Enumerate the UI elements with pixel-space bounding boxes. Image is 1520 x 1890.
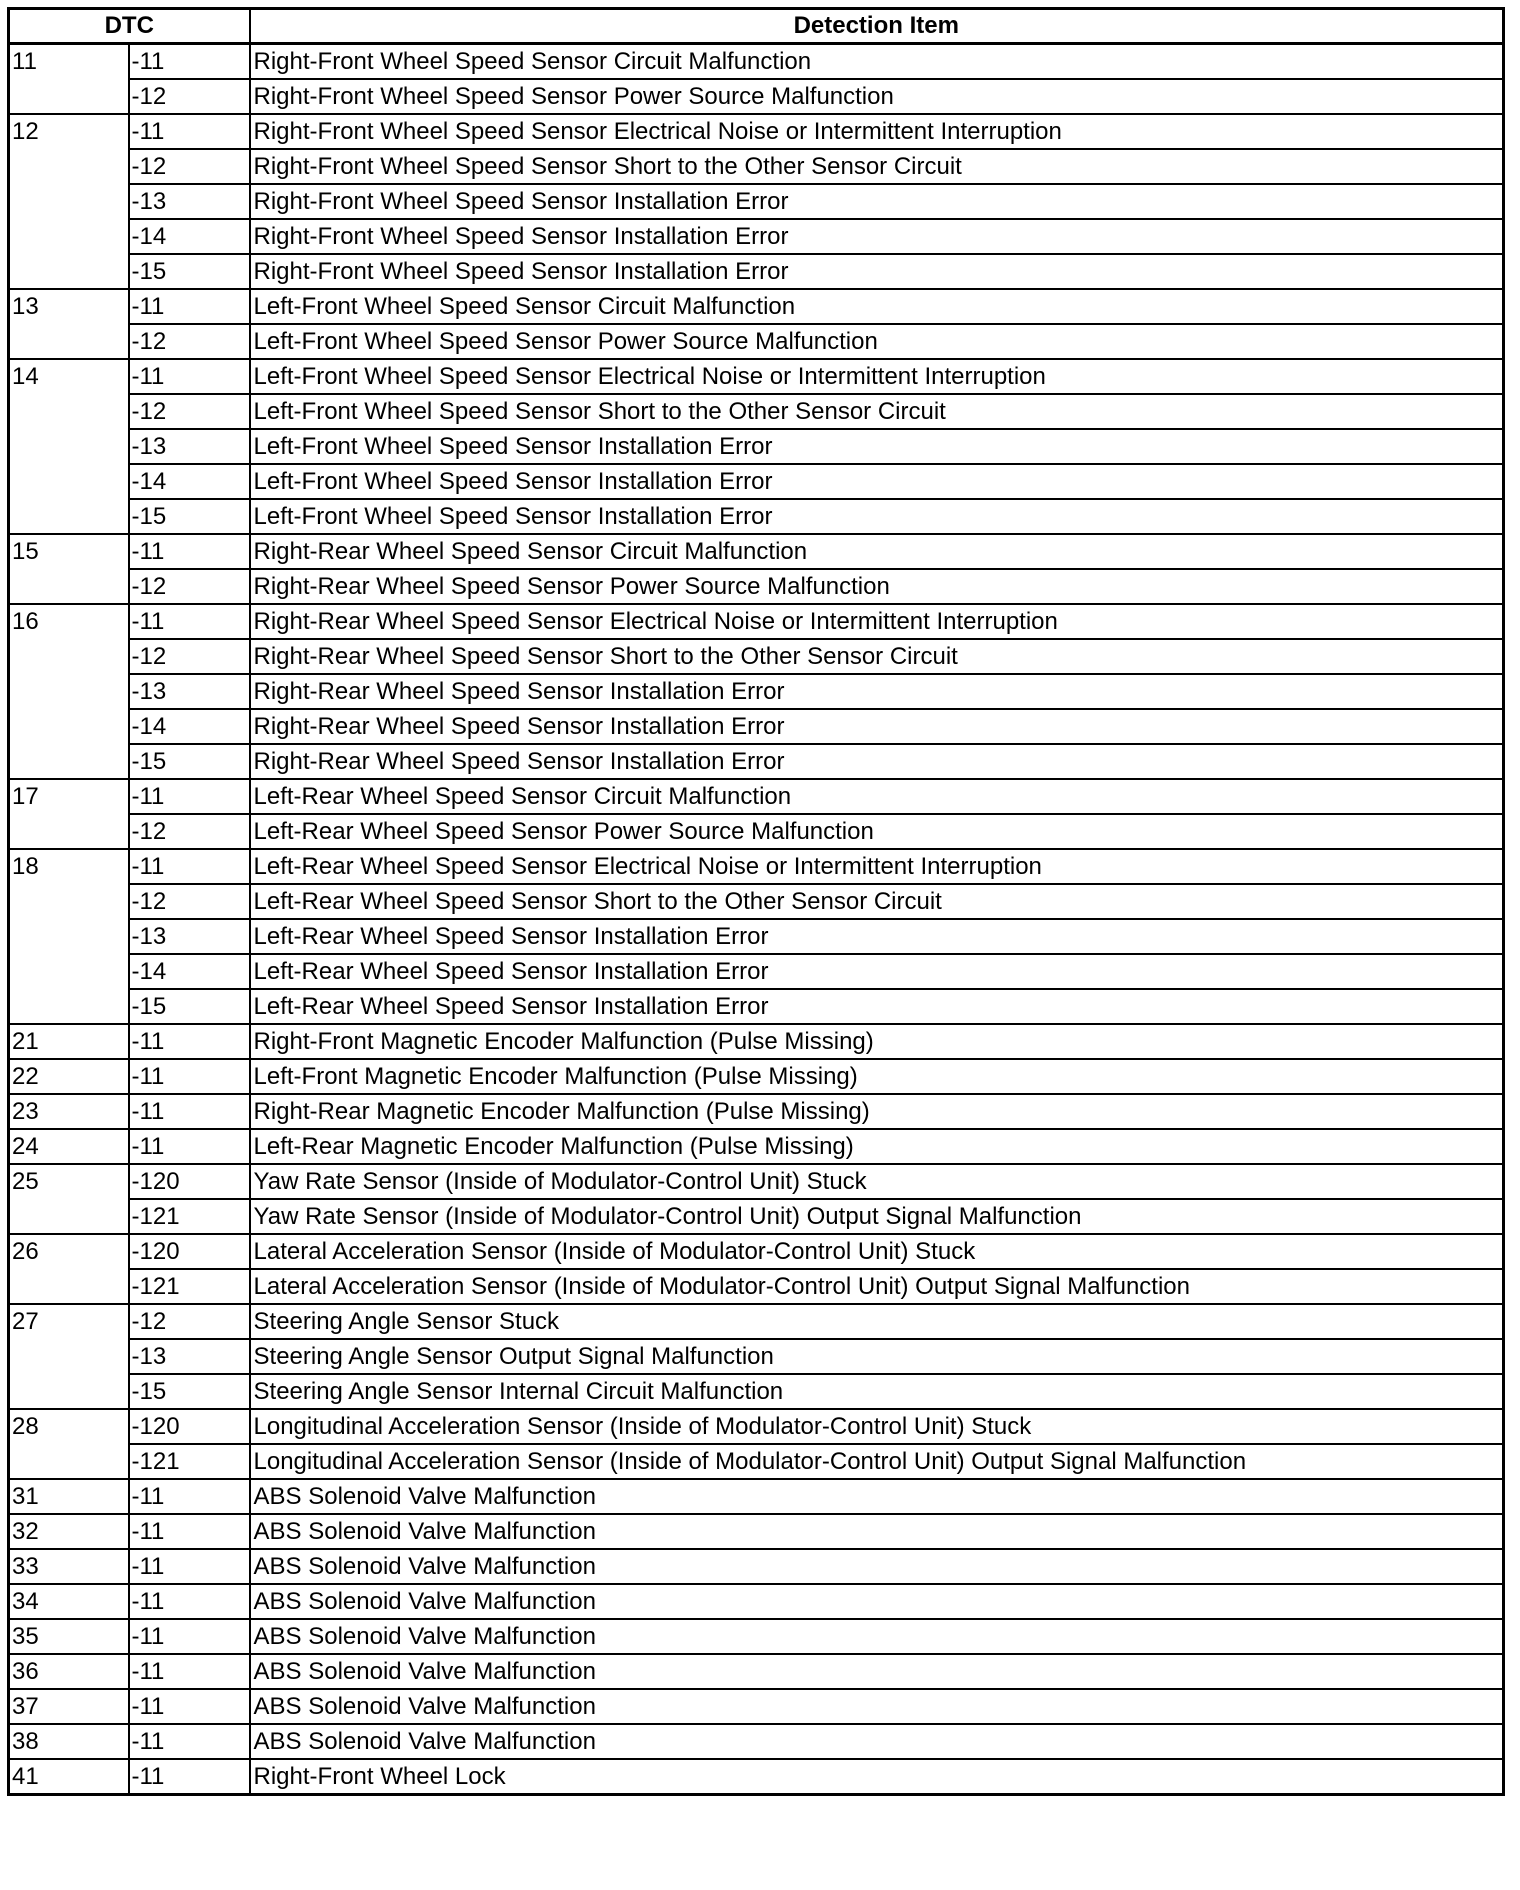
table-row	[9, 709, 1504, 744]
detection-item: Right-Rear Wheel Speed Sensor Circuit Malfunction	[250, 534, 1504, 569]
table-row	[9, 1759, 1504, 1795]
table-row	[9, 1479, 1504, 1514]
detection-item: Right-Rear Wheel Speed Sensor Power Source Malfunction	[250, 569, 1504, 604]
dtc-sub-code: -13	[129, 429, 250, 464]
detection-item: ABS Solenoid Valve Malfunction	[250, 1654, 1504, 1689]
dtc-sub-code: -14	[129, 464, 250, 499]
detection-item: Left-Rear Wheel Speed Sensor Electrical Noise or Intermittent Interruption	[250, 849, 1504, 884]
table-row	[9, 464, 1504, 499]
table-row	[9, 954, 1504, 989]
table-row	[9, 674, 1504, 709]
dtc-sub-code: -12	[129, 79, 250, 114]
dtc-sub-code: -14	[129, 709, 250, 744]
dtc-sub-code: -11	[129, 1479, 250, 1514]
detection-item: Right-Rear Magnetic Encoder Malfunction (Pulse Missing)	[250, 1094, 1504, 1129]
detection-item: Yaw Rate Sensor (Inside of Modulator-Control Unit) Stuck	[250, 1164, 1504, 1199]
detection-item: Left-Front Wheel Speed Sensor Circuit Malfunction	[250, 289, 1504, 324]
detection-item: Left-Rear Wheel Speed Sensor Power Source Malfunction	[250, 814, 1504, 849]
table-row	[9, 534, 1504, 569]
detection-item: Left-Front Magnetic Encoder Malfunction (Pulse Missing)	[250, 1059, 1504, 1094]
dtc-sub-code: -12	[129, 324, 250, 359]
table-row	[9, 1234, 1504, 1269]
table-row	[9, 79, 1504, 114]
dtc-main-code: 24	[9, 1129, 129, 1164]
table-row	[9, 114, 1504, 149]
detection-item: Left-Rear Magnetic Encoder Malfunction (Pulse Missing)	[250, 1129, 1504, 1164]
dtc-main-code: 21	[9, 1024, 129, 1059]
table-row	[9, 1304, 1504, 1339]
table-row	[9, 1374, 1504, 1409]
dtc-main-code: 36	[9, 1654, 129, 1689]
dtc-sub-code: -12	[129, 394, 250, 429]
detection-item: Right-Front Wheel Speed Sensor Installation Error	[250, 254, 1504, 289]
dtc-sub-code: -120	[129, 1234, 250, 1269]
table-row	[9, 359, 1504, 394]
dtc-sub-code: -11	[129, 1619, 250, 1654]
table-row	[9, 604, 1504, 639]
table-row	[9, 1164, 1504, 1199]
table-row	[9, 919, 1504, 954]
detection-item: Left-Front Wheel Speed Sensor Installation Error	[250, 499, 1504, 534]
detection-item: Right-Front Wheel Speed Sensor Short to the Other Sensor Circuit	[250, 149, 1504, 184]
dtc-sub-code: -12	[129, 149, 250, 184]
table-row	[9, 429, 1504, 464]
dtc-table	[7, 7, 1505, 1796]
detection-item: Left-Front Wheel Speed Sensor Installation Error	[250, 429, 1504, 464]
detection-item: ABS Solenoid Valve Malfunction	[250, 1479, 1504, 1514]
dtc-main-code: 41	[9, 1759, 129, 1795]
dtc-sub-code: -15	[129, 744, 250, 779]
dtc-sub-code: -11	[129, 1584, 250, 1619]
detection-item: Lateral Acceleration Sensor (Inside of Modulator-Control Unit) Output Signal Malfunction	[250, 1269, 1504, 1304]
table-row	[9, 1059, 1504, 1094]
dtc-main-code: 22	[9, 1059, 129, 1094]
dtc-sub-code: -11	[129, 1024, 250, 1059]
dtc-main-code: 31	[9, 1479, 129, 1514]
table-row	[9, 1024, 1504, 1059]
dtc-sub-code: -13	[129, 674, 250, 709]
dtc-sub-code: -12	[129, 639, 250, 674]
dtc-sub-code: -12	[129, 569, 250, 604]
table-row	[9, 44, 1504, 80]
dtc-sub-code: -11	[129, 604, 250, 639]
dtc-sub-code: -11	[129, 1724, 250, 1759]
dtc-main-code: 27	[9, 1304, 129, 1409]
detection-item: Right-Rear Wheel Speed Sensor Installation Error	[250, 744, 1504, 779]
dtc-main-code: 14	[9, 359, 129, 534]
dtc-sub-code: -13	[129, 184, 250, 219]
dtc-sub-code: -11	[129, 44, 250, 80]
detection-item: Left-Rear Wheel Speed Sensor Installation Error	[250, 919, 1504, 954]
dtc-sub-code: -121	[129, 1444, 250, 1479]
header-detection-item: Detection Item	[250, 9, 1504, 44]
header-row	[9, 9, 1504, 44]
dtc-main-code: 35	[9, 1619, 129, 1654]
detection-item: ABS Solenoid Valve Malfunction	[250, 1584, 1504, 1619]
dtc-sub-code: -15	[129, 1374, 250, 1409]
dtc-main-code: 11	[9, 44, 129, 115]
table-row	[9, 1619, 1504, 1654]
dtc-sub-code: -14	[129, 219, 250, 254]
table-row	[9, 814, 1504, 849]
table-row	[9, 289, 1504, 324]
table-row	[9, 779, 1504, 814]
detection-item: Right-Front Magnetic Encoder Malfunction (Pulse Missing)	[250, 1024, 1504, 1059]
dtc-sub-code: -11	[129, 534, 250, 569]
detection-item: Yaw Rate Sensor (Inside of Modulator-Control Unit) Output Signal Malfunction	[250, 1199, 1504, 1234]
table-row	[9, 254, 1504, 289]
detection-item: Right-Front Wheel Speed Sensor Circuit Malfunction	[250, 44, 1504, 80]
table-row	[9, 499, 1504, 534]
dtc-sub-code: -121	[129, 1269, 250, 1304]
table-row	[9, 1339, 1504, 1374]
dtc-sub-code: -121	[129, 1199, 250, 1234]
dtc-sub-code: -120	[129, 1409, 250, 1444]
dtc-main-code: 25	[9, 1164, 129, 1234]
dtc-sub-code: -13	[129, 919, 250, 954]
dtc-sub-code: -11	[129, 1549, 250, 1584]
dtc-sub-code: -12	[129, 884, 250, 919]
table-row	[9, 744, 1504, 779]
table-row	[9, 884, 1504, 919]
dtc-sub-code: -11	[129, 289, 250, 324]
dtc-main-code: 34	[9, 1584, 129, 1619]
table-header	[9, 9, 1504, 44]
dtc-main-code: 17	[9, 779, 129, 849]
detection-item: Right-Front Wheel Speed Sensor Installation Error	[250, 184, 1504, 219]
table-row	[9, 1444, 1504, 1479]
table-row	[9, 849, 1504, 884]
dtc-sub-code: -11	[129, 359, 250, 394]
table-row	[9, 149, 1504, 184]
detection-item: Steering Angle Sensor Stuck	[250, 1304, 1504, 1339]
table-row	[9, 1724, 1504, 1759]
detection-item: Right-Rear Wheel Speed Sensor Installation Error	[250, 674, 1504, 709]
detection-item: Left-Rear Wheel Speed Sensor Installation Error	[250, 954, 1504, 989]
detection-item: ABS Solenoid Valve Malfunction	[250, 1619, 1504, 1654]
dtc-main-code: 18	[9, 849, 129, 1024]
dtc-main-code: 16	[9, 604, 129, 779]
table-row	[9, 1129, 1504, 1164]
detection-item: Right-Front Wheel Lock	[250, 1759, 1504, 1795]
table-row	[9, 1199, 1504, 1234]
dtc-sub-code: -11	[129, 779, 250, 814]
dtc-sub-code: -12	[129, 1304, 250, 1339]
table-row	[9, 989, 1504, 1024]
detection-item: ABS Solenoid Valve Malfunction	[250, 1689, 1504, 1724]
dtc-sub-code: -15	[129, 989, 250, 1024]
table-row	[9, 1549, 1504, 1584]
detection-item: Left-Rear Wheel Speed Sensor Installation Error	[250, 989, 1504, 1024]
dtc-main-code: 23	[9, 1094, 129, 1129]
dtc-sub-code: -11	[129, 1514, 250, 1549]
detection-item: Right-Front Wheel Speed Sensor Power Source Malfunction	[250, 79, 1504, 114]
dtc-main-code: 28	[9, 1409, 129, 1479]
detection-item: Left-Front Wheel Speed Sensor Power Source Malfunction	[250, 324, 1504, 359]
dtc-sub-code: -120	[129, 1164, 250, 1199]
dtc-sub-code: -11	[129, 849, 250, 884]
table-row	[9, 569, 1504, 604]
table-row	[9, 1094, 1504, 1129]
dtc-sub-code: -11	[129, 1129, 250, 1164]
dtc-sub-code: -13	[129, 1339, 250, 1374]
detection-item: Right-Rear Wheel Speed Sensor Short to the Other Sensor Circuit	[250, 639, 1504, 674]
detection-item: Left-Front Wheel Speed Sensor Installation Error	[250, 464, 1504, 499]
table-row	[9, 1269, 1504, 1304]
dtc-main-code: 15	[9, 534, 129, 604]
detection-item: Steering Angle Sensor Output Signal Malfunction	[250, 1339, 1504, 1374]
dtc-sub-code: -12	[129, 814, 250, 849]
detection-item: Right-Rear Wheel Speed Sensor Installation Error	[250, 709, 1504, 744]
dtc-sub-code: -11	[129, 1094, 250, 1129]
detection-item: Right-Front Wheel Speed Sensor Electrical Noise or Intermittent Interruption	[250, 114, 1504, 149]
dtc-sub-code: -11	[129, 1654, 250, 1689]
detection-item: Longitudinal Acceleration Sensor (Inside of Modulator-Control Unit) Stuck	[250, 1409, 1504, 1444]
table-body	[9, 44, 1504, 1795]
detection-item: Left-Rear Wheel Speed Sensor Short to the Other Sensor Circuit	[250, 884, 1504, 919]
dtc-main-code: 12	[9, 114, 129, 289]
dtc-sub-code: -14	[129, 954, 250, 989]
detection-item: Right-Rear Wheel Speed Sensor Electrical Noise or Intermittent Interruption	[250, 604, 1504, 639]
dtc-sub-code: -11	[129, 1689, 250, 1724]
table-row	[9, 1514, 1504, 1549]
header-dtc: DTC	[9, 9, 250, 44]
table-row	[9, 1584, 1504, 1619]
dtc-sub-code: -11	[129, 114, 250, 149]
detection-item: Right-Front Wheel Speed Sensor Installation Error	[250, 219, 1504, 254]
detection-item: Longitudinal Acceleration Sensor (Inside of Modulator-Control Unit) Output Signal Malfunction	[250, 1444, 1504, 1479]
dtc-main-code: 32	[9, 1514, 129, 1549]
table-row	[9, 1409, 1504, 1444]
table-row	[9, 639, 1504, 674]
detection-item: Lateral Acceleration Sensor (Inside of Modulator-Control Unit) Stuck	[250, 1234, 1504, 1269]
dtc-main-code: 38	[9, 1724, 129, 1759]
table-row	[9, 184, 1504, 219]
detection-item: ABS Solenoid Valve Malfunction	[250, 1724, 1504, 1759]
table-row	[9, 1654, 1504, 1689]
dtc-main-code: 37	[9, 1689, 129, 1724]
detection-item: Left-Rear Wheel Speed Sensor Circuit Malfunction	[250, 779, 1504, 814]
detection-item: ABS Solenoid Valve Malfunction	[250, 1514, 1504, 1549]
detection-item: Left-Front Wheel Speed Sensor Electrical Noise or Intermittent Interruption	[250, 359, 1504, 394]
detection-item: Steering Angle Sensor Internal Circuit Malfunction	[250, 1374, 1504, 1409]
dtc-main-code: 33	[9, 1549, 129, 1584]
dtc-sub-code: -15	[129, 254, 250, 289]
table-row	[9, 219, 1504, 254]
dtc-sub-code: -11	[129, 1759, 250, 1795]
dtc-sub-code: -15	[129, 499, 250, 534]
table-row	[9, 1689, 1504, 1724]
detection-item: ABS Solenoid Valve Malfunction	[250, 1549, 1504, 1584]
dtc-sub-code: -11	[129, 1059, 250, 1094]
table-row	[9, 394, 1504, 429]
detection-item: Left-Front Wheel Speed Sensor Short to the Other Sensor Circuit	[250, 394, 1504, 429]
dtc-main-code: 26	[9, 1234, 129, 1304]
dtc-main-code: 13	[9, 289, 129, 359]
table-row	[9, 324, 1504, 359]
